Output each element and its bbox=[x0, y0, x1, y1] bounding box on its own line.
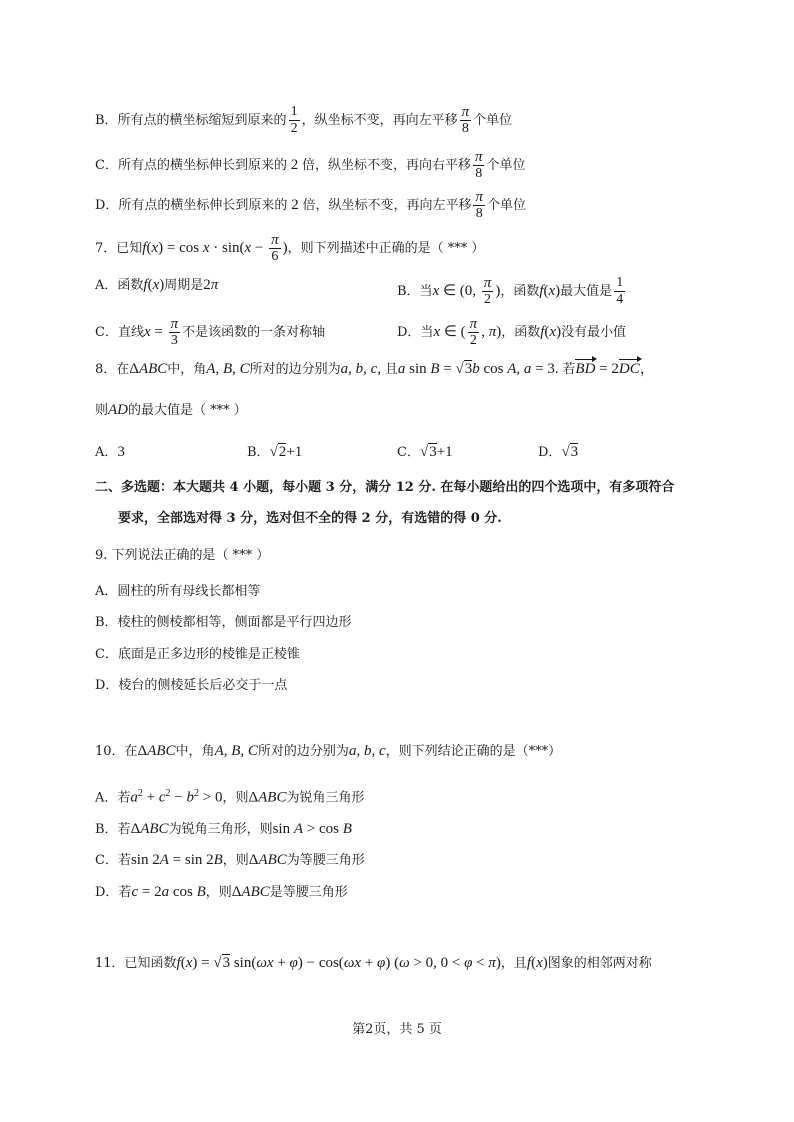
page-footer: 第2页，共 5 页 bbox=[352, 1022, 442, 1037]
q8-stem-line2: 则AD的最大值是（ *** ） bbox=[95, 402, 247, 418]
q6-option-c: C．所有点的横坐标伸长到原来的 2 倍，纵坐标不变，再向右平移 $\frac{\pi}{8}$ 个单位 bbox=[95, 149, 526, 181]
q10-option-b: B．若ΔABC为锐角三角形，则sin A > cos B bbox=[95, 821, 352, 837]
q10-option-c: C．若sin 2A = sin 2B，则ΔABC为等腰三角形 bbox=[95, 852, 365, 868]
q10-stem: 10．在ΔABC中，角A, B, C所对的边分别为a, b, c，则下列结论正确的是（***） bbox=[95, 743, 562, 759]
q7-option-c: C．直线x = $\frac{\pi}{3}$ 不是该函数的一条对称轴 bbox=[95, 316, 326, 348]
q8-option-d: D．√3 bbox=[538, 444, 579, 460]
q9-stem: 9. 下列说法正确的是（ *** ） bbox=[95, 548, 270, 563]
q11-stem: 11．已知函数f(x) = √3 sin(ωx + φ) − cos(ωx + φ) (ω > 0, 0 < φ < π)，且f(x)图象的相邻两对称 bbox=[95, 955, 652, 971]
q8-stem: 8．在ΔABC中，角A, B, C所对的边分别为a, b, c, 且a sin B = √3b cos A, a = 3. 若BD = 2DC， bbox=[95, 361, 655, 377]
q8-option-b: B．√2+1 bbox=[247, 444, 303, 460]
section2-heading: 二、多选题：本大题共 4 小题，每小题 3 分，满分 12 分. 在每小题给出的四个选项中，有多项符合 bbox=[95, 480, 675, 495]
q6-option-b: B．所有点的横坐标缩短到原来的 $\frac{1}{2}$ ，纵坐标不变，再向左平移 $\frac{\pi}{8}$ 个单位 bbox=[95, 104, 513, 136]
q9-option-c: C．底面是正多边形的棱锥是正棱锥 bbox=[95, 647, 300, 662]
q7-stem: 7．已知f(x) = cos x · sin(x − $\frac{\pi}{6}$ )，则下列描述中正确的是（ *** ） bbox=[95, 232, 485, 264]
q8-option-c: C．√3+1 bbox=[397, 444, 453, 460]
q9-option-b: B．棱柱的侧棱都相等，侧面都是平行四边形 bbox=[95, 615, 352, 630]
q7-option-b: B．当x ∈ (0, $\frac{\pi}{2}$ )，函数f(x)最大值是 $\frac{1}{4}$ bbox=[397, 275, 624, 307]
q9-option-a: A．圆柱的所有母线长都相等 bbox=[95, 584, 261, 599]
q10-option-a: A．若$a^2 + c^2 - b^2 > 0$，则ΔABC为锐角三角形 bbox=[95, 788, 365, 806]
q8-option-a: A．3 bbox=[95, 444, 125, 460]
q7-option-a: A．函数f(x)周期是2π bbox=[95, 277, 219, 293]
q7-option-d: D．当x ∈ ( $\frac{\pi}{2}$ , π)，函数f(x)没有最小值 bbox=[397, 316, 627, 348]
q6-option-d: D．所有点的横坐标伸长到原来的 2 倍，纵坐标不变，再向左平移 $\frac{\pi}{8}$ 个单位 bbox=[95, 189, 526, 221]
section2-heading-line2: 要求，全部选对得 3 分，选对但不全的得 2 分，有选错的得 0 分. bbox=[118, 511, 502, 526]
q9-option-d: D．棱台的侧棱延长后必交于一点 bbox=[95, 678, 288, 693]
q10-option-d: D．若c = 2a cos B，则ΔABC是等腰三角形 bbox=[95, 884, 348, 900]
